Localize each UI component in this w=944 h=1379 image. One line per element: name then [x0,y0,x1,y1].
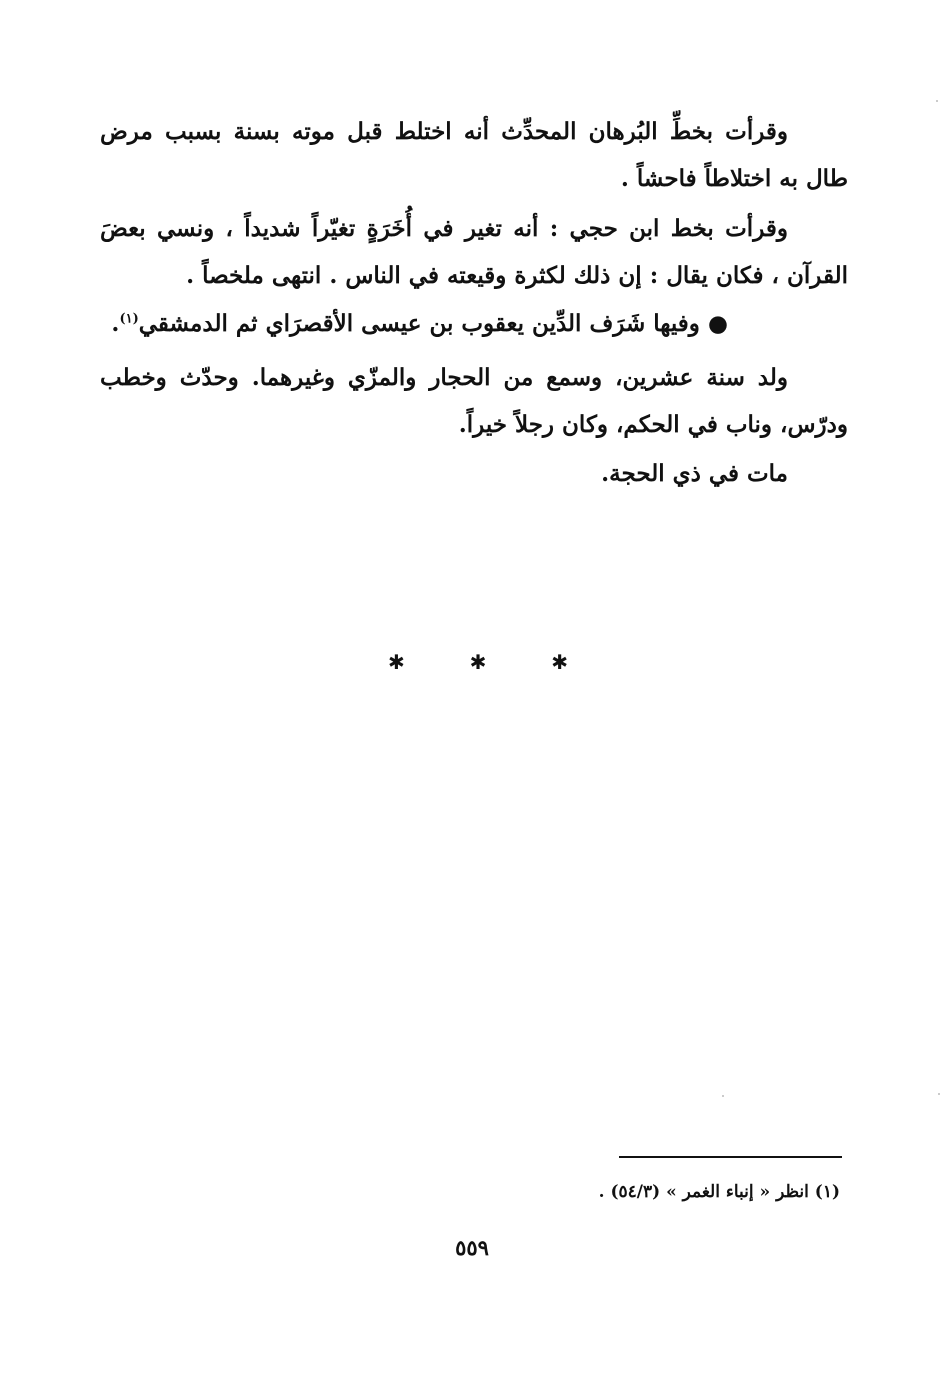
paragraph-3-end: . [111,310,120,337]
paragraph-1 [100,108,848,202]
paragraph-5-text: مات في ذي الحجة. [601,460,788,487]
paragraph-2-text: وقرأت بخط ابن حجي : أنه تغير في أُخَرَةٍ تغيّراً شديداً ، ونسي بعضَ القرآن ، فكان يقال : إن ذلك لكثرة وقيعته في الناس . انتهى ملخصاً . [100,215,848,289]
section-separator [388,650,568,674]
asterisk-icon: ✱ [469,650,487,674]
footnote [420,1178,840,1206]
paragraph-4 [100,354,848,448]
bullet-icon: ● [707,310,728,337]
paragraph-2 [100,205,848,299]
footnote-divider [619,1156,842,1158]
footnote-marker[interactable]: (١) [119,311,139,327]
paragraph-5 [100,450,848,497]
paragraph-4-text: ولد سنة عشرين، وسمع من الحجار والمزّي وغيرهما. وحدّث وخطب ودرّس، وناب في الحكم، وكان رجلاً خيراً. [100,364,848,438]
scan-speck [936,100,938,102]
paragraph-3 [100,300,848,347]
asterisk-icon: ✱ [388,650,405,674]
asterisk-icon: ✱ [551,650,568,674]
paragraph-3-text: وفيها شَرَف الدِّين يعقوب بن عيسى الأقصرَاي ثم الدمشقي [138,310,700,337]
page-number: ٥٥٩ [455,1235,489,1260]
footnote-text: (١) انظر « إنباء الغمر » (٥٤/٣) . [598,1182,840,1202]
scan-speck [722,1095,724,1097]
paragraph-1-text: وقرأت بخطِّ البُرهان المحدِّث أنه اختلط قبل موته بسنة بسبب مرض طال به اختلاطاً فاحشاً . [100,118,848,192]
scan-speck [938,1093,940,1095]
paragraph-3-line [100,300,848,347]
